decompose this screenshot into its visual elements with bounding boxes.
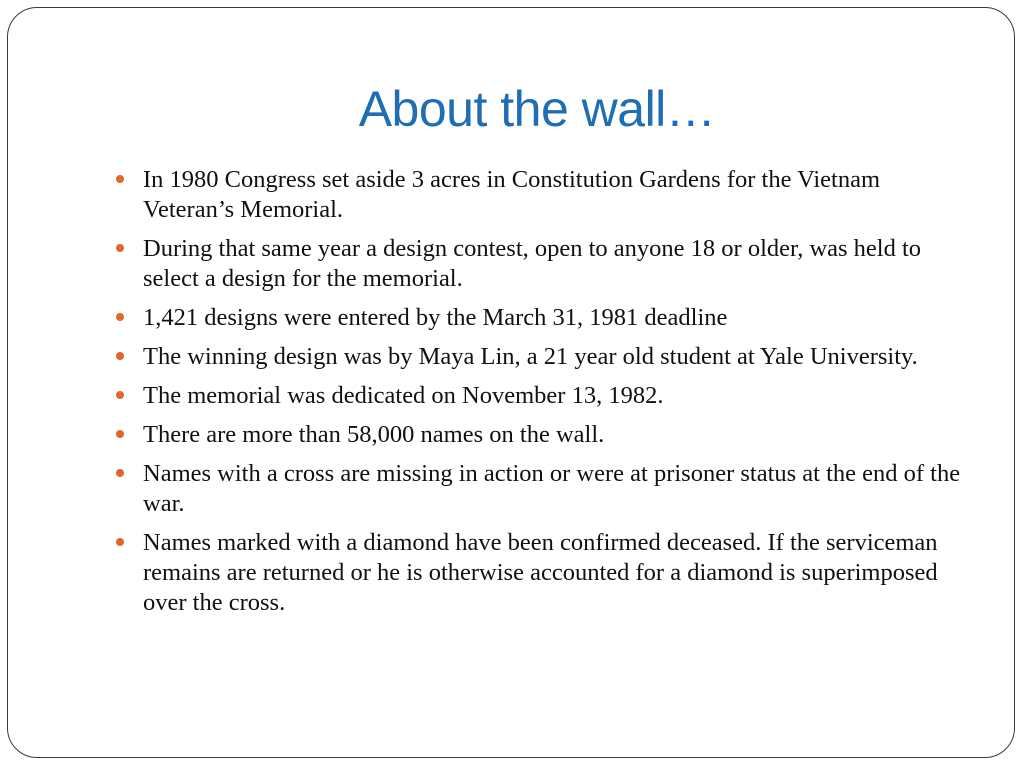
bullet-item [114,234,974,294]
bullet-dot-icon [116,391,124,399]
bullet-dot-icon [116,469,124,477]
bullet-dot-icon [116,244,124,252]
bullet-text: 1,421 designs were entered by the March 31, 1981 deadline [143,304,728,331]
bullet-item [114,459,974,519]
bullet-text: In 1980 Congress set aside 3 acres in Constitution Gardens for the Vietnam Veteran’s Memorial. [143,166,881,223]
bullet-dot-icon [116,352,124,360]
bullet-dot-icon [116,538,124,546]
bullet-text: Names marked with a diamond have been confirmed deceased. If the serviceman remains are returned or he is otherwise accounted for a diamond is superimposed over the cross. [143,529,938,616]
bullet-item [114,303,974,333]
bullet-text: There are more than 58,000 names on the wall. [143,421,605,448]
bullet-item [114,420,974,450]
bullet-dot-icon [116,175,124,183]
slide-title: About the wall… [358,81,716,137]
bullet-item [114,528,974,618]
bullet-text: The winning design was by Maya Lin, a 21 year old student at Yale University. [143,343,918,370]
bullet-dot-icon [116,430,124,438]
bullet-list [114,165,974,627]
bullet-item [114,381,974,411]
bullet-item [114,342,974,372]
bullet-item [114,165,974,225]
bullet-text: The memorial was dedicated on November 13, 1982. [143,382,664,409]
bullet-text: During that same year a design contest, open to anyone 18 or older, was held to select a design for the memorial. [143,235,922,292]
bullet-dot-icon [116,313,124,321]
bullet-text: Names with a cross are missing in action or were at prisoner status at the end of the war. [143,460,961,517]
